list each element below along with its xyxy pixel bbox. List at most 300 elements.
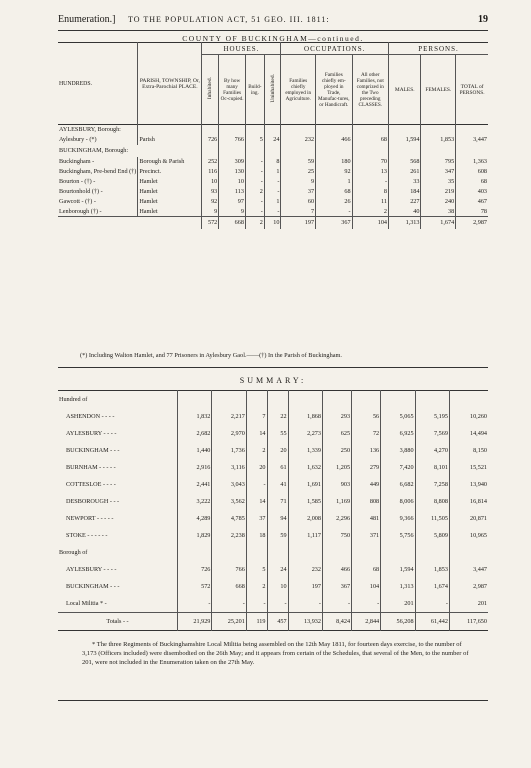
cell-inhabited: 1,832 <box>178 408 212 425</box>
cell-agri <box>288 391 322 409</box>
cell-males: 184 <box>389 187 421 197</box>
cell-trade <box>322 544 351 561</box>
cell-families: 766 <box>219 135 246 145</box>
section-label: Enumeration.] <box>58 14 116 25</box>
summary-name: AYLESBURY - - - - <box>58 561 178 578</box>
table-row <box>58 442 488 459</box>
cell-building: 2 <box>246 578 267 595</box>
summary-name: COTTESLOE - - - - <box>58 476 178 493</box>
col-parish: PARISH, TOWNSHIP, Or, Extra-Parochial PLACE. <box>138 43 202 125</box>
cell-building: 18 <box>246 527 267 544</box>
cell-total: 467 <box>477 198 487 205</box>
cell-trade: 250 <box>322 442 351 459</box>
cell-inhabited: 2,441 <box>178 476 212 493</box>
table-row <box>58 425 488 442</box>
main-table <box>58 42 488 229</box>
cell-males: 1,594 <box>381 561 415 578</box>
cell-families <box>219 125 246 135</box>
col-hundreds: HUNDREDS. <box>58 43 138 125</box>
total-uninhabited: 457 <box>267 613 288 631</box>
cell-inhabited: 726 <box>178 561 212 578</box>
cell-uninhabited: 20 <box>267 442 288 459</box>
cell-other: 2 <box>352 207 388 217</box>
cell-females: 347 <box>421 167 456 177</box>
col-males: MALES. <box>389 55 421 125</box>
cell-other: 68 <box>352 561 381 578</box>
cell-males: 3,880 <box>381 442 415 459</box>
cell-trade: 180 <box>316 157 352 167</box>
cell-families: 3,043 <box>212 476 246 493</box>
cell-uninhabited: 24 <box>267 561 288 578</box>
col-other: All other Families, not comprized in the Two preceding CLASSES. <box>352 55 388 125</box>
cell-other <box>352 145 388 157</box>
cell-inhabited: 1,829 <box>178 527 212 544</box>
cell-trade: 1,205 <box>322 459 351 476</box>
cell-total <box>456 145 488 157</box>
cell-total: 2,987 <box>473 583 487 590</box>
cell-uninhabited <box>264 145 281 157</box>
cell-building: 20 <box>246 459 267 476</box>
cell-females: 35 <box>421 177 456 187</box>
cell-females: 5,809 <box>415 527 449 544</box>
cell-building: 2 <box>246 442 267 459</box>
totals-label: Totals - - <box>58 613 178 631</box>
cell-inhabited: 2,682 <box>178 425 212 442</box>
county-title: COUNTY OF BUCKINGHAM—continued. <box>182 34 364 43</box>
cell-inhabited: 572 <box>178 578 212 595</box>
cell-females <box>415 544 449 561</box>
col-females: FEMALES. <box>421 55 456 125</box>
cell-males: 1,313 <box>381 578 415 595</box>
cell-total: 13,940 <box>469 481 487 488</box>
total-other: 2,844 <box>352 613 381 631</box>
table-row <box>58 595 488 613</box>
table-row <box>58 459 488 476</box>
place-name: Bourtonhold (†) - <box>58 187 138 197</box>
cell-females <box>415 391 449 409</box>
summary-name: BUCKINGHAM - - - <box>58 578 178 595</box>
summary-table <box>58 390 488 631</box>
borough-heading: BUCKINGHAM, Borough: <box>58 145 202 157</box>
cell-total: 403 <box>477 188 487 195</box>
cell-males: 261 <box>389 167 421 177</box>
cell-agri: 1,868 <box>288 408 322 425</box>
cell-total: 608 <box>477 168 487 175</box>
cell-females: 7,258 <box>415 476 449 493</box>
cell-total: 10,260 <box>469 413 487 420</box>
cell-trade: - <box>322 595 351 613</box>
mid-rule <box>58 367 488 368</box>
cell-inhabited <box>202 125 219 135</box>
place-type: Parish <box>138 135 202 145</box>
cell-trade: 92 <box>316 167 352 177</box>
cell-other <box>352 125 388 135</box>
cell-trade: 2,296 <box>322 510 351 527</box>
table-row <box>58 187 488 197</box>
cell-uninhabited <box>267 544 288 561</box>
cell-agri: 59 <box>281 157 316 167</box>
place-type: Hamlet <box>138 177 202 187</box>
place-type: Hamlet <box>138 207 202 217</box>
cell-females: 4,270 <box>415 442 449 459</box>
place-name: Bourton - (†) - <box>58 177 138 187</box>
table-row <box>58 157 488 167</box>
cell-males: 1,594 <box>389 135 421 145</box>
cell-other: - <box>352 595 381 613</box>
table-row <box>58 135 488 145</box>
subtotal-families: 668 <box>219 217 246 229</box>
table-row <box>58 217 488 229</box>
cell-females: 795 <box>421 157 456 167</box>
cell-inhabited: 1,440 <box>178 442 212 459</box>
group-houses: HOUSES. <box>202 43 281 55</box>
cell-inhabited: 92 <box>202 197 219 207</box>
table-row <box>58 197 488 207</box>
place-name: Buckingham - <box>58 157 138 167</box>
cell-uninhabited: 59 <box>267 527 288 544</box>
cell-total <box>449 544 488 561</box>
cell-building <box>245 125 264 135</box>
subtotal-building: 2 <box>245 217 264 229</box>
cell-families: 4,785 <box>212 510 246 527</box>
cell-building: - <box>245 177 264 187</box>
cell-building: 5 <box>246 561 267 578</box>
cell-inhabited: 93 <box>202 187 219 197</box>
cell-families: 2,970 <box>212 425 246 442</box>
cell-families: 130 <box>219 167 246 177</box>
cell-males: 33 <box>389 177 421 187</box>
cell-trade: - <box>316 207 352 217</box>
cell-inhabited: 3,222 <box>178 493 212 510</box>
cell-inhabited: - <box>178 595 212 613</box>
cell-uninhabited: 1 <box>264 197 281 207</box>
cell-males: 6,925 <box>381 425 415 442</box>
cell-females: 7,569 <box>415 425 449 442</box>
subtotal-females: 1,674 <box>421 217 456 229</box>
cell-families: 1,736 <box>212 442 246 459</box>
cell-females: 11,505 <box>415 510 449 527</box>
cell-females: 219 <box>421 187 456 197</box>
cell-agri <box>288 544 322 561</box>
cell-males: 7,420 <box>381 459 415 476</box>
cell-females: 8,808 <box>415 493 449 510</box>
subtotal-uninhabited: 10 <box>264 217 281 229</box>
cell-agri: 1,632 <box>288 459 322 476</box>
cell-total <box>456 125 488 135</box>
col-trade: Families chiefly em-ployed in Trade, Manufac-tures, or Handicraft. <box>316 55 352 125</box>
cell-families <box>212 544 246 561</box>
cell-uninhabited <box>264 125 281 135</box>
cell-total: 3,447 <box>473 566 487 573</box>
summary-name: BUCKINGHAM - - - <box>58 442 178 459</box>
cell-families: 2,217 <box>212 408 246 425</box>
cell-total: 16,814 <box>469 498 487 505</box>
summary-title: SUMMARY: <box>239 376 307 385</box>
cell-building: - <box>245 197 264 207</box>
cell-agri <box>281 145 316 157</box>
cell-agri: 1,117 <box>288 527 322 544</box>
cell-building: - <box>246 476 267 493</box>
summary-name: STOKE - - - - - - <box>58 527 178 544</box>
cell-building <box>246 391 267 409</box>
cell-families: 10 <box>219 177 246 187</box>
cell-building <box>245 145 264 157</box>
table-row <box>58 510 488 527</box>
cell-males <box>381 391 415 409</box>
page-number: 19 <box>478 14 488 25</box>
cell-uninhabited: 8 <box>264 157 281 167</box>
cell-trade: 1,169 <box>322 493 351 510</box>
cell-females: - <box>415 595 449 613</box>
cell-families: 766 <box>212 561 246 578</box>
cell-trade: 68 <box>316 187 352 197</box>
cell-uninhabited: 55 <box>267 425 288 442</box>
cell-agri <box>281 125 316 135</box>
col-agri: Families chiefly employed in Agriculture. <box>281 55 316 125</box>
summary-group-heading: Borough of <box>58 544 178 561</box>
place-name: AYLESBURY, Borough: <box>58 125 138 135</box>
cell-building: - <box>245 157 264 167</box>
cell-females <box>421 125 456 135</box>
cell-inhabited: 2,916 <box>178 459 212 476</box>
cell-total: 78 <box>480 207 487 215</box>
total-trade: 8,424 <box>322 613 351 631</box>
cell-trade: 750 <box>322 527 351 544</box>
summary-name: AYLESBURY - - - - <box>58 425 178 442</box>
cell-trade: 293 <box>322 408 351 425</box>
place-name: Aylesbury - (*) <box>58 135 138 145</box>
cell-other: 8 <box>352 187 388 197</box>
cell-males <box>381 544 415 561</box>
cell-total: 10,965 <box>469 532 487 539</box>
table-row <box>58 544 488 561</box>
cell-other: 72 <box>352 425 381 442</box>
summary-group-heading: Hundred of <box>58 391 178 409</box>
cell-building: 37 <box>246 510 267 527</box>
cell-inhabited <box>202 145 219 157</box>
col-building: Build-ing. <box>245 55 264 125</box>
table-row <box>58 125 488 135</box>
cell-agri: 25 <box>281 167 316 177</box>
table-row <box>58 613 488 631</box>
cell-other: 481 <box>352 510 381 527</box>
table-row <box>58 476 488 493</box>
bottom-rule <box>58 700 488 701</box>
summary-name: Local Militia * - <box>58 595 178 613</box>
cell-agri: 9 <box>281 177 316 187</box>
summary-name: ASHENDON - - - - <box>58 408 178 425</box>
table-note: (*) Including Walton Hamlet, and 77 Prisoners in Aylesbury Gaol.——(†) In the Parish of Buckingham. <box>80 352 342 359</box>
cell-families: 2,238 <box>212 527 246 544</box>
cell-agri: 2,273 <box>288 425 322 442</box>
total-families: 25,201 <box>212 613 246 631</box>
col-uninhabited: Uninhabited. <box>269 74 276 103</box>
table-row <box>58 578 488 595</box>
cell-agri: 197 <box>288 578 322 595</box>
cell-other <box>352 544 381 561</box>
cell-females: 1,674 <box>415 578 449 595</box>
cell-other: 371 <box>352 527 381 544</box>
footnote: * The three Regiments of Buckinghamshire Local Militia being assembled on the 12th May 1811, for fourteen days exercise, to the number of 3,173 (Officers included) were disembodied on the 26th May; and it appears from certain of the Schedules, that several of the Men, to the number of 201, were not included in the Enumeration taken on the 27th May. <box>82 641 469 666</box>
cell-other <box>352 391 381 409</box>
subtotal-inhabited: 572 <box>202 217 219 229</box>
cell-females: 5,195 <box>415 408 449 425</box>
summary-name: DESBOROUGH - - - <box>58 493 178 510</box>
cell-families: 3,562 <box>212 493 246 510</box>
place-type: Hamlet <box>138 187 202 197</box>
place-type: Hamlet <box>138 197 202 207</box>
cell-total: 14,494 <box>469 430 487 437</box>
cell-inhabited: 726 <box>202 135 219 145</box>
total-total: 117,650 <box>467 618 487 625</box>
cell-females: 38 <box>421 207 456 217</box>
cell-building: 2 <box>245 187 264 197</box>
cell-inhabited <box>178 391 212 409</box>
cell-trade: 1 <box>316 177 352 187</box>
cell-other: 449 <box>352 476 381 493</box>
subtotal-agri: 197 <box>281 217 316 229</box>
cell-building: - <box>246 595 267 613</box>
cell-other: 11 <box>352 197 388 207</box>
cell-trade: 466 <box>322 561 351 578</box>
cell-uninhabited: - <box>264 187 281 197</box>
cell-uninhabited: 24 <box>264 135 281 145</box>
cell-agri: 60 <box>281 197 316 207</box>
cell-other: 13 <box>352 167 388 177</box>
cell-inhabited: 4,289 <box>178 510 212 527</box>
cell-males: 8,006 <box>381 493 415 510</box>
cell-building: 7 <box>246 408 267 425</box>
table-row <box>58 207 488 217</box>
total-agri: 13,932 <box>288 613 322 631</box>
header-rule <box>58 30 488 31</box>
cell-females: 1,853 <box>415 561 449 578</box>
running-title: TO THE POPULATION ACT, 51 GEO. III. 1811: <box>128 15 330 24</box>
place-name: Lenborough (†) - <box>58 207 138 217</box>
cell-total: 1,363 <box>473 158 487 165</box>
cell-agri: 1,339 <box>288 442 322 459</box>
cell-trade: 903 <box>322 476 351 493</box>
cell-trade: 466 <box>316 135 352 145</box>
group-occupations: OCCUPATIONS. <box>281 43 389 55</box>
cell-building: - <box>245 207 264 217</box>
cell-uninhabited: 41 <box>267 476 288 493</box>
place-type <box>138 125 202 135</box>
cell-uninhabited: - <box>264 177 281 187</box>
cell-building: 14 <box>246 493 267 510</box>
page-header <box>58 14 488 28</box>
summary-name: BURNHAM - - - - - <box>58 459 178 476</box>
cell-males: 5,756 <box>381 527 415 544</box>
cell-inhabited: 116 <box>202 167 219 177</box>
cell-building: 14 <box>246 425 267 442</box>
cell-uninhabited <box>267 391 288 409</box>
cell-females: 1,853 <box>421 135 456 145</box>
total-males: 56,208 <box>381 613 415 631</box>
cell-males: 6,682 <box>381 476 415 493</box>
cell-uninhabited: 1 <box>264 167 281 177</box>
cell-agri: 1,585 <box>288 493 322 510</box>
table-row <box>58 408 488 425</box>
cell-families: - <box>212 595 246 613</box>
subtotal-trade: 367 <box>316 217 352 229</box>
place-type: Precinct. <box>138 167 202 177</box>
cell-other: 56 <box>352 408 381 425</box>
cell-agri: - <box>288 595 322 613</box>
cell-agri: 7 <box>281 207 316 217</box>
cell-trade: 625 <box>322 425 351 442</box>
table-row <box>58 561 488 578</box>
table-row <box>58 177 488 187</box>
cell-families: 668 <box>212 578 246 595</box>
place-name: Buckingham, Pre-bend End (†) <box>59 168 137 175</box>
cell-agri: 1,691 <box>288 476 322 493</box>
cell-total <box>449 391 488 409</box>
cell-building: - <box>245 167 264 177</box>
cell-inhabited: 10 <box>202 177 219 187</box>
cell-total: 20,871 <box>469 515 487 522</box>
cell-inhabited: 9 <box>202 207 219 217</box>
cell-agri: 232 <box>288 561 322 578</box>
cell-uninhabited: - <box>264 207 281 217</box>
cell-males: 9,366 <box>381 510 415 527</box>
cell-building <box>246 544 267 561</box>
cell-other: 136 <box>352 442 381 459</box>
cell-trade <box>316 125 352 135</box>
cell-trade <box>316 145 352 157</box>
table-row <box>58 493 488 510</box>
cell-other: 70 <box>352 157 388 167</box>
group-persons: PERSONS. <box>418 44 459 53</box>
cell-trade <box>322 391 351 409</box>
cell-inhabited: 252 <box>202 157 219 167</box>
cell-uninhabited: 22 <box>267 408 288 425</box>
cell-families: 97 <box>219 197 246 207</box>
cell-females <box>421 145 456 157</box>
total-females: 61,442 <box>415 613 449 631</box>
table-row <box>58 391 488 409</box>
cell-uninhabited: 61 <box>267 459 288 476</box>
place-type: Borough & Parish <box>138 157 202 167</box>
cell-agri: 37 <box>281 187 316 197</box>
table-row <box>58 527 488 544</box>
place-name: Gawcott - (†) - <box>58 197 138 207</box>
cell-total: 68 <box>480 178 487 185</box>
total-building: 119 <box>246 613 267 631</box>
cell-uninhabited: 71 <box>267 493 288 510</box>
col-inhabited: Inhabited. <box>207 77 214 100</box>
cell-other: 808 <box>352 493 381 510</box>
cell-agri: 232 <box>281 135 316 145</box>
cell-total: 8,150 <box>473 447 487 454</box>
cell-other: - <box>352 177 388 187</box>
total-inhabited: 21,929 <box>178 613 212 631</box>
table-row <box>58 145 488 157</box>
cell-other: 68 <box>352 135 388 145</box>
cell-males <box>389 145 421 157</box>
subtotal-total: 2,987 <box>473 219 487 227</box>
summary-name: NEWPORT - - - - - <box>58 510 178 527</box>
cell-other: 104 <box>352 578 381 595</box>
cell-families: 3,116 <box>212 459 246 476</box>
cell-males: 201 <box>381 595 415 613</box>
cell-total: 15,521 <box>469 464 487 471</box>
subtotal-other: 104 <box>352 217 388 229</box>
cell-males: 568 <box>389 157 421 167</box>
cell-males: 227 <box>389 197 421 207</box>
cell-building: 5 <box>245 135 264 145</box>
cell-families: 309 <box>219 157 246 167</box>
